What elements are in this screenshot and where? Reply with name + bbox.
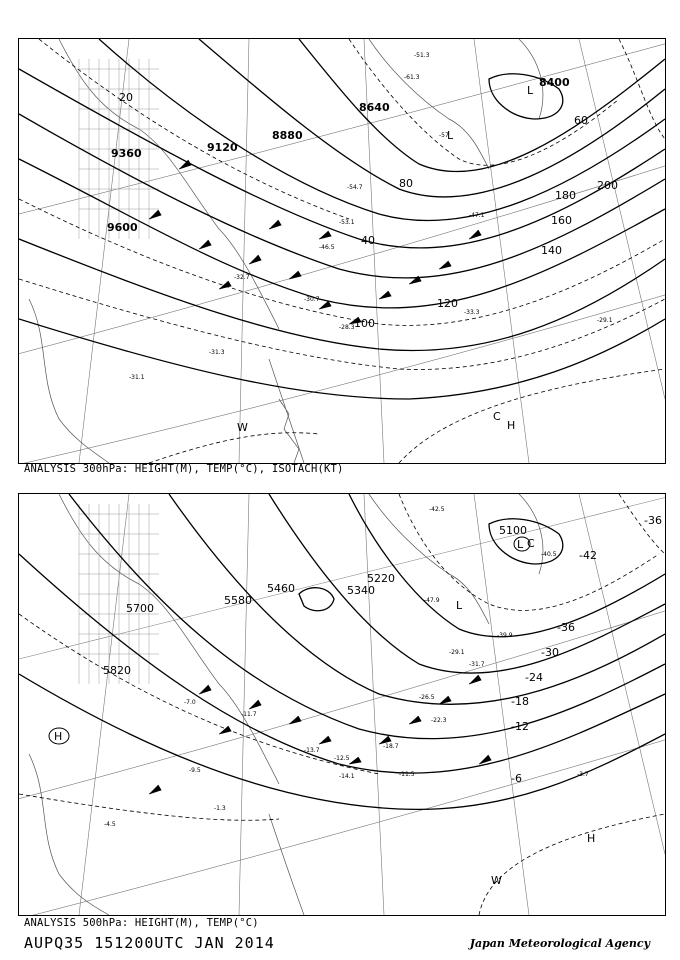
warm-center-marker: W xyxy=(491,874,502,887)
station-label: -22.3 xyxy=(431,717,447,724)
station-label: -9.5 xyxy=(189,767,201,774)
agency-name: Japan Meteorological Agency xyxy=(469,937,650,950)
temp-label: -54.7 xyxy=(347,184,363,191)
bulletin-code: AUPQ35 151200UTC JAN 2014 xyxy=(24,934,275,952)
temp-label: -31.1 xyxy=(129,374,145,381)
temp-label: -53.1 xyxy=(339,219,355,226)
height-label: 5700 xyxy=(126,602,154,615)
graticule xyxy=(19,39,665,463)
isotherm-label: -42 xyxy=(579,549,597,562)
high-center-marker: H xyxy=(587,832,596,845)
station-label: -29.1 xyxy=(449,649,465,656)
height-label: 5580 xyxy=(224,594,252,607)
isotach-label: 80 xyxy=(399,177,413,190)
height-label: 5460 xyxy=(267,582,295,595)
temp-label: -47.1 xyxy=(469,212,485,219)
temp-label: -61.3 xyxy=(404,74,420,81)
isotherm-label: -24 xyxy=(525,671,543,684)
caption-300hpa: ANALYSIS 300hPa: HEIGHT(M), TEMP(°C), ISOTACH(KT) xyxy=(24,463,344,475)
map-panel-500hpa xyxy=(18,493,666,916)
isotach-label: 140 xyxy=(541,244,562,257)
temp-label: -30.7 xyxy=(304,296,320,303)
height-label: 5340 xyxy=(347,584,375,597)
temp-label: -31.3 xyxy=(209,349,225,356)
isotherm-label: -6 xyxy=(511,772,522,785)
height-label: 8640 xyxy=(359,101,390,114)
map-300hpa-svg xyxy=(19,39,665,463)
station-label: -26.5 xyxy=(419,694,435,701)
map-500hpa-svg xyxy=(19,494,665,915)
temp-label: -29.1 xyxy=(597,317,613,324)
height-label: 8880 xyxy=(272,129,303,142)
height-contours xyxy=(19,494,665,809)
isotach-label: 200 xyxy=(597,179,618,192)
temp-label: -46.5 xyxy=(319,244,335,251)
low-center-marker: L xyxy=(517,538,524,551)
isotherm-label: -12 xyxy=(511,720,529,733)
height-label: 8400 xyxy=(539,76,570,89)
cold-center-marker: C xyxy=(527,537,535,550)
isotherm-label: -36 xyxy=(644,514,662,527)
height-label: 5100 xyxy=(499,524,527,537)
isotachs xyxy=(19,39,665,463)
map-panel-300hpa xyxy=(18,38,666,464)
temp-label: -33.3 xyxy=(464,309,480,316)
station-label: -47.9 xyxy=(424,597,440,604)
high-center-marker: H xyxy=(507,419,516,432)
height-label: 5220 xyxy=(367,572,395,585)
caption-500hpa: ANALYSIS 500hPa: HEIGHT(M), TEMP(°C) xyxy=(24,917,259,929)
temp-label: -32.7 xyxy=(234,274,250,281)
height-label: 9600 xyxy=(107,221,138,234)
isotherm-label: -18 xyxy=(511,695,529,708)
temp-label: -28.3 xyxy=(339,324,355,331)
station-label: -39.9 xyxy=(497,632,513,639)
station-label: -11.7 xyxy=(241,711,257,718)
station-label: -42.5 xyxy=(429,506,445,513)
station-label: -14.1 xyxy=(339,773,355,780)
isotach-label: 180 xyxy=(555,189,576,202)
isotach-label: 120 xyxy=(437,297,458,310)
high-center-marker: H xyxy=(54,730,63,743)
low-center-marker: L xyxy=(456,599,463,612)
cold-center-marker: C xyxy=(493,410,501,423)
station-label: -11.5 xyxy=(399,771,415,778)
isotach-label: 100 xyxy=(354,317,375,330)
isotach-label: 20 xyxy=(119,91,133,104)
station-label: -7.0 xyxy=(184,699,196,706)
low-center-marker: L xyxy=(447,129,454,142)
graticule xyxy=(19,494,665,915)
low-center-marker: L xyxy=(527,84,534,97)
station-label: -12.5 xyxy=(334,755,350,762)
station-label: -4.5 xyxy=(104,821,116,828)
isotherm-labels xyxy=(511,514,662,785)
pressure-centers xyxy=(49,537,595,887)
warm-center-marker: W xyxy=(237,421,248,434)
hatch-area xyxy=(79,504,159,684)
temp-label: -57 xyxy=(439,132,449,139)
isotherms xyxy=(19,494,665,915)
isotach-label: 60 xyxy=(574,114,588,127)
station-label: -18.7 xyxy=(383,743,399,750)
wind-barbs xyxy=(149,675,491,794)
isotherm-label: -30 xyxy=(541,646,559,659)
station-label: -40.5 xyxy=(541,551,557,558)
isotach-label: 40 xyxy=(361,234,375,247)
height-label: 5820 xyxy=(103,664,131,677)
height-labels xyxy=(107,76,570,234)
station-label: -3.7 xyxy=(577,771,589,778)
isotherm-label: -36 xyxy=(557,621,575,634)
isotach-label: 160 xyxy=(551,214,572,227)
height-label: 9360 xyxy=(111,147,142,160)
station-label: -31.7 xyxy=(469,661,485,668)
station-label: -13.7 xyxy=(304,747,320,754)
temp-label: -51.3 xyxy=(414,52,430,59)
station-label: -1.3 xyxy=(214,805,226,812)
height-label: 9120 xyxy=(207,141,238,154)
